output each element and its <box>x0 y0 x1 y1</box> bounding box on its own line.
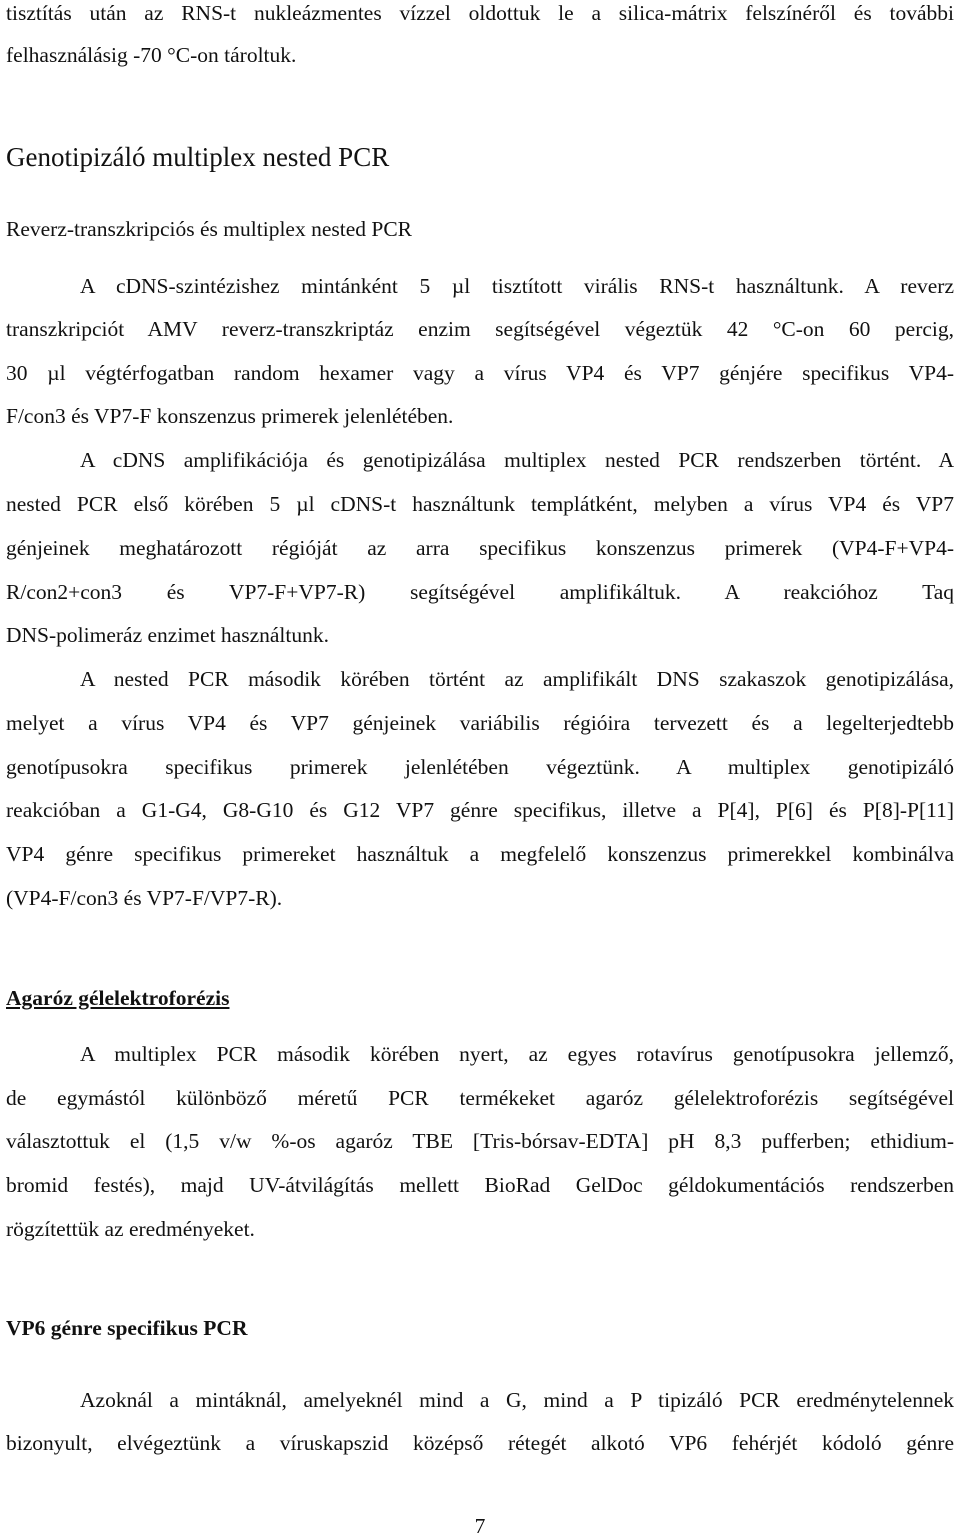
body-text-line: 30 µl végtérfogatban random hexamer vagy a vírus VP4 és VP7 génjére specifikus VP4- <box>6 361 954 385</box>
body-text-line: tisztítás után az RNS-t nukleázmentes vízzel oldottuk le a silica-mátrix felszínéről és további <box>6 1 954 25</box>
section-heading: Genotipizáló multiplex nested PCR <box>6 142 390 172</box>
body-text-line: F/con3 és VP7-F konszenzus primerek jelenlétében. <box>6 404 454 428</box>
body-text-line: bromid festés), majd UV-átvilágítás mellett BioRad GelDoc géldokumentációs rendszerben <box>6 1173 954 1197</box>
section-heading: VP6 génre specifikus PCR <box>6 1316 248 1340</box>
body-text-line: A cDNS amplifikációja és genotipizálása multiplex nested PCR rendszerben történt. A <box>80 448 954 472</box>
body-text-line: választottuk el (1,5 v/w %-os agaróz TBE [Tris-bórsav-EDTA] pH 8,3 pufferben; ethidium- <box>6 1129 954 1153</box>
body-text-line: genotípusokra specifikus primerek jelenlétében végeztünk. A multiplex genotipizáló <box>6 755 954 779</box>
body-text-line: génjeinek meghatározott régióját az arra specifikus konszenzus primerek (VP4-F+VP4- <box>6 536 954 560</box>
body-text-line: reakcióban a G1-G4, G8-G10 és G12 VP7 génre specifikus, illetve a P[4], P[6] és P[8]-P[11] <box>6 798 954 822</box>
page-number: 7 <box>474 1514 486 1538</box>
body-text-line: bizonyult, elvégeztünk a víruskapszid középső rétegét alkotó VP6 fehérjét kódoló génre <box>6 1431 954 1455</box>
body-text-line: A cDNS-szintézishez mintánként 5 µl tisztított virális RNS-t használtunk. A reverz <box>80 274 954 298</box>
body-text-line: de egymástól különböző méretű PCR termékeket agaróz gélelektroforézis segítségével <box>6 1086 954 1110</box>
body-text-line: (VP4-F/con3 és VP7-F/VP7-R). <box>6 886 283 910</box>
subsection-heading: Reverz-transzkripciós és multiplex nested PCR <box>6 217 413 241</box>
body-text-line: transzkripciót AMV reverz-transzkriptáz enzim segítségével végeztük 42 °C-on 60 percig, <box>6 317 954 341</box>
body-text-line: VP4 génre specifikus primereket használtuk a megfelelő konszenzus primerekkel kombinálva <box>6 842 954 866</box>
body-text-line: rögzítettük az eredményeket. <box>6 1217 255 1241</box>
body-text-line: A nested PCR második körében történt az amplifikált DNS szakaszok genotipizálása, <box>80 667 954 691</box>
body-text-line: Azoknál a mintáknál, amelyeknél mind a G, mind a P tipizáló PCR eredménytelennek <box>80 1388 954 1412</box>
body-text-line: melyet a vírus VP4 és VP7 génjeinek variábilis régióira tervezett és a legelterjedtebb <box>6 711 954 735</box>
body-text-line: felhasználásig -70 °C-on tároltuk. <box>6 43 297 67</box>
section-heading: Agaróz gélelektroforézis <box>6 986 230 1010</box>
body-text-line: A multiplex PCR második körében nyert, az egyes rotavírus genotípusokra jellemző, <box>80 1042 954 1066</box>
body-text-line: DNS-polimeráz enzimet használtunk. <box>6 623 329 647</box>
body-text-line: nested PCR első körében 5 µl cDNS-t használtunk templátként, melyben a vírus VP4 és VP7 <box>6 492 954 516</box>
body-text-line: R/con2+con3 és VP7-F+VP7-R) segítségével amplifikáltuk. A reakcióhoz Taq <box>6 580 954 604</box>
